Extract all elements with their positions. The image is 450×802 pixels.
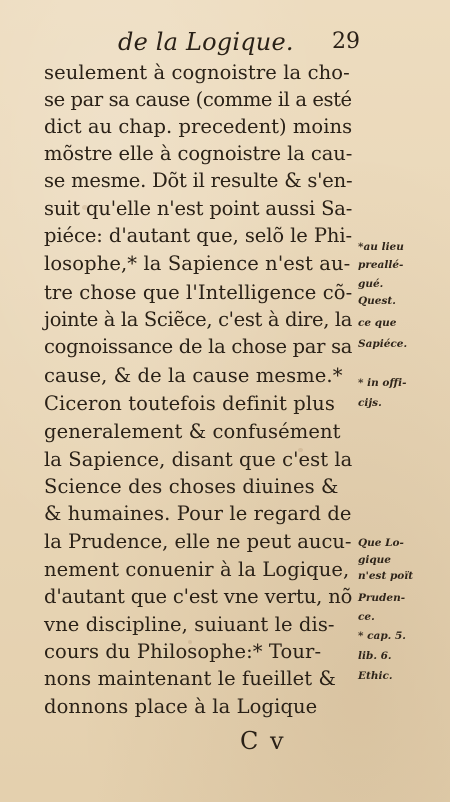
margin-note: Ethic. (358, 670, 393, 682)
text-line: se par sa cause (comme il a esté (44, 88, 352, 111)
text-line: & humaines. Pour le regard de (44, 502, 352, 525)
text-line: nement conuenir à la Logique, (44, 558, 350, 581)
text-line: jointe à la Sciẽce, c'est à dire, la (44, 308, 353, 331)
running-head: de la Logique. (118, 28, 294, 56)
signature-mark: C v (240, 727, 286, 755)
text-line: seulement à cognoistre la cho- (44, 61, 350, 84)
text-line: donnons place à la Logique (44, 695, 318, 718)
text-line: mõstre elle à cognoistre la cau- (44, 142, 353, 165)
margin-note: preallé- (358, 259, 404, 271)
margin-note: Quest. (358, 295, 396, 307)
text-line: cours du Philosophe:* Tour- (44, 640, 322, 663)
text-line: se mesme. Dõt il resulte & s'en- (44, 169, 353, 192)
margin-note: Que Lo- (358, 537, 404, 549)
text-line: la Prudence, elle ne peut aucu- (44, 530, 352, 553)
margin-note: * cap. 5. (358, 630, 406, 642)
text-line: cause, & de la cause mesme.* (44, 364, 343, 387)
margin-note: Pruden- (358, 592, 406, 604)
text-line: d'autant que c'est vne vertu, nõ (44, 585, 353, 608)
margin-note: * in offi- (358, 377, 407, 389)
text-line: Ciceron toutefois definit plus (44, 392, 335, 415)
margin-note: n'est poït (358, 570, 414, 582)
margin-note: ce. (358, 611, 375, 623)
text-line: Science des choses diuines & (44, 475, 339, 498)
text-line: tre chose que l'Intelligence cõ- (44, 281, 353, 304)
margin-note: Sapiéce. (358, 338, 408, 350)
margin-note: ce que (358, 317, 397, 329)
text-line: la Sapience, disant que c'est la (44, 448, 353, 471)
text-line: dict au chap. precedent) moins (44, 115, 353, 138)
margin-note: lib. 6. (358, 650, 392, 662)
margin-note: gué. (358, 278, 384, 290)
text-line: cognoissance de la chose par sa (44, 335, 353, 358)
page-number: 29 (332, 29, 360, 54)
margin-note: gique (358, 554, 391, 566)
margin-note: *au lieu (358, 241, 404, 253)
text-line: nons maintenant le fueillet & (44, 667, 336, 690)
margin-note: cijs. (358, 397, 382, 409)
text-line: generalement & confusément (44, 420, 341, 443)
text-line: piéce: d'autant que, selõ le Phi- (44, 224, 353, 247)
text-line: suit qu'elle n'est point aussi Sa- (44, 197, 353, 220)
text-line: losophe,* la Sapience n'est au- (44, 252, 351, 275)
text-line: vne discipline, suiuant le dis- (44, 613, 335, 636)
